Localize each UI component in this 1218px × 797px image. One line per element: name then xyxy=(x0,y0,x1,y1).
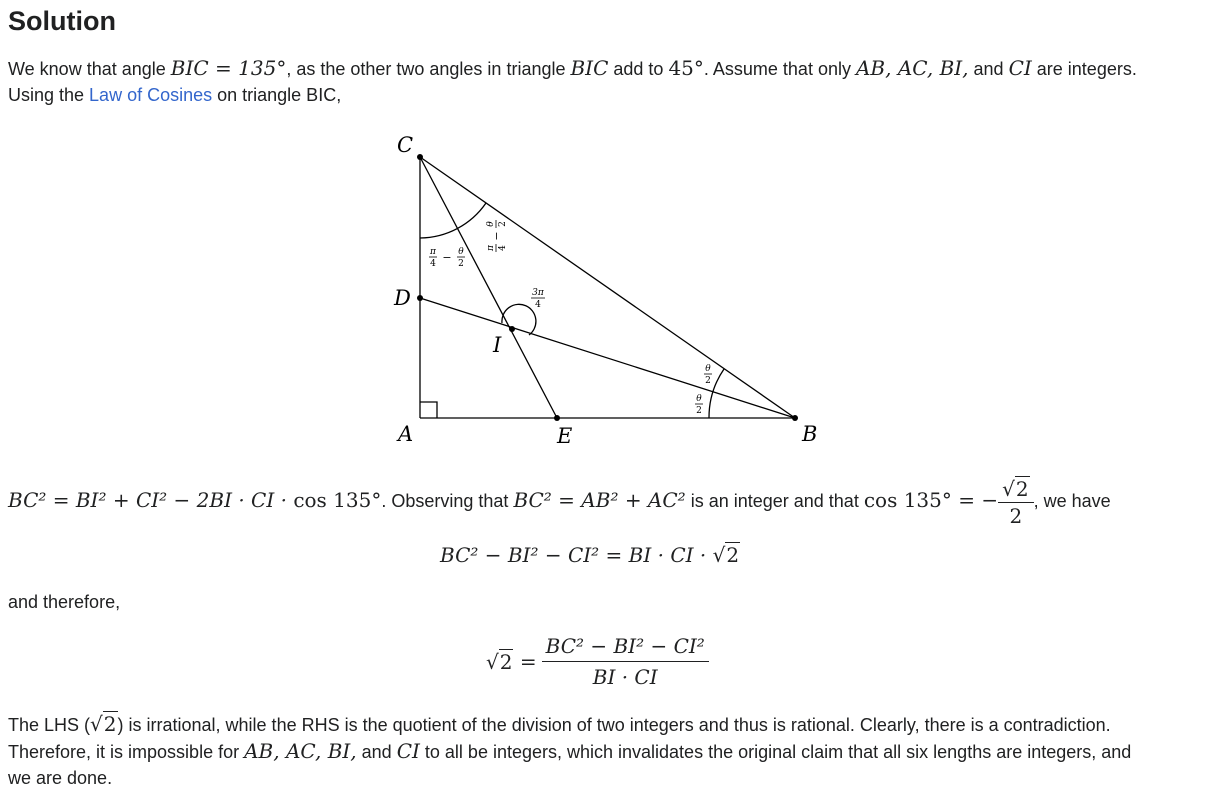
svg-text:4: 4 xyxy=(498,245,508,251)
svg-text:π: π xyxy=(486,245,496,251)
label-a: A xyxy=(398,422,414,446)
display-equation-3 xyxy=(486,633,709,690)
math-sqrt2: √2 xyxy=(712,543,740,567)
text: The LHS ( xyxy=(8,715,91,735)
point-b xyxy=(792,415,798,421)
angle-label-b-lower xyxy=(695,394,703,416)
svg-text:2: 2 xyxy=(498,221,508,227)
text: , we have xyxy=(1033,491,1111,511)
and-therefore-text: and therefore, xyxy=(8,592,121,612)
math-cos-value: 135° = − xyxy=(897,488,999,512)
angle-label-c-left xyxy=(429,247,465,269)
intro-text: and xyxy=(968,59,1009,79)
display-equation-2 xyxy=(440,543,740,567)
svg-text:2: 2 xyxy=(458,259,464,269)
law-of-cosines-line xyxy=(8,470,1111,530)
conclusion-paragraph xyxy=(8,711,1208,791)
math-cosine-law-lhs: BC² = BI² + CI² − 2BI · CI · xyxy=(8,488,294,512)
math-angle-bic: BIC = 135° xyxy=(170,56,287,80)
intro-text: Using the xyxy=(8,85,90,105)
text: . Observing that xyxy=(381,491,514,511)
math-sides: AB, AC, BI, xyxy=(855,56,969,80)
svg-text:θ: θ xyxy=(696,394,702,404)
svg-text:2: 2 xyxy=(705,376,711,386)
math-cos: cos xyxy=(293,488,327,512)
point-d xyxy=(417,295,423,301)
triangle-diagram xyxy=(380,125,840,455)
point-c xyxy=(417,154,423,160)
svg-text:θ: θ xyxy=(458,247,464,257)
math-eq2-lhs: BC² − BI² − CI² = BI · CI · xyxy=(440,543,713,567)
math-bic: BIC xyxy=(570,56,609,80)
intro-text: add to xyxy=(608,59,669,79)
text: is an integer and that xyxy=(685,491,864,511)
right-angle-marker xyxy=(420,402,437,418)
math-ci: CI xyxy=(396,739,420,763)
math-sqrt2: √2 xyxy=(90,712,117,736)
intro-text: . Assume that only xyxy=(703,59,856,79)
label-e: E xyxy=(557,424,573,448)
angle-label-c-right xyxy=(486,220,508,252)
label-c: C xyxy=(397,133,414,157)
text: and xyxy=(356,742,397,762)
intro-text: We know that angle xyxy=(8,59,171,79)
svg-text:θ: θ xyxy=(486,221,496,227)
angle-arc-i xyxy=(502,304,536,335)
intro-paragraph xyxy=(8,55,1208,108)
svg-text:π: π xyxy=(430,247,436,257)
math-sides: AB, AC, BI, xyxy=(244,739,357,763)
svg-text:4: 4 xyxy=(430,259,436,269)
side-cb xyxy=(420,157,795,418)
angle-label-i xyxy=(531,288,545,310)
math-ci: CI xyxy=(1008,56,1032,80)
intro-text: are integers. xyxy=(1031,59,1137,79)
text: to all be integers, which invalidates the original claim that all six lengths are integers, and xyxy=(419,742,1132,762)
label-d: D xyxy=(394,286,411,310)
text: ) is irrational, while the RHS is the quotient of the division of two integers and thus is rational. Clearly, there is a contradiction. xyxy=(117,715,1111,735)
svg-text:−: − xyxy=(442,251,452,264)
math-equals: = xyxy=(513,649,537,674)
label-b: B xyxy=(802,422,818,446)
math-cos: cos xyxy=(863,488,898,512)
math-pythagoras: BC² = AB² + AC² xyxy=(513,488,686,512)
angle-label-b-upper xyxy=(704,364,712,386)
label-i: I xyxy=(493,333,502,357)
math-sqrt2: √2 xyxy=(486,649,513,674)
segment-db xyxy=(420,298,795,418)
math-fraction: $\frac{\text{BC² − BI² − CI²}}{BI \cdot CI}$ xyxy=(542,633,709,690)
text: we are done. xyxy=(8,768,113,788)
point-e xyxy=(554,415,560,421)
svg-text:4: 4 xyxy=(535,300,541,310)
point-i xyxy=(509,326,515,332)
math-135: 135° xyxy=(326,488,382,512)
law-of-cosines-link[interactable]: Law of Cosines xyxy=(89,85,213,105)
intro-text: on triangle BIC, xyxy=(212,85,342,105)
math-45: 45° xyxy=(668,56,704,80)
intro-text: , as the other two angles in triangle xyxy=(286,59,571,79)
svg-text:3π: 3π xyxy=(532,288,544,298)
svg-text:2: 2 xyxy=(696,406,702,416)
text: Therefore, it is impossible for xyxy=(8,742,245,762)
math-fraction-sqrt2-over-2: $\frac{√2}{2}$ xyxy=(998,478,1033,527)
svg-text:θ: θ xyxy=(705,364,711,374)
svg-text:−: − xyxy=(490,231,503,241)
section-heading: Solution xyxy=(8,6,116,36)
